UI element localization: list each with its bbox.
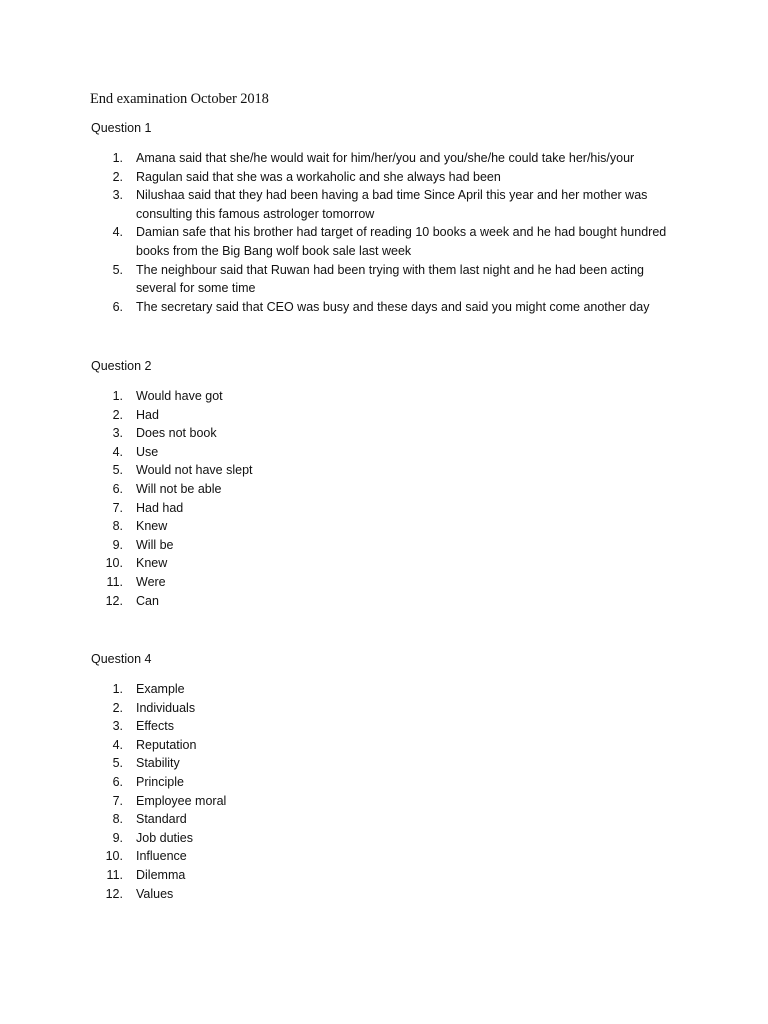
answer-number: 10. <box>105 849 123 864</box>
answer-text-line: books from the Big Bang wolf book sale last week <box>136 243 412 258</box>
answer-item <box>0 480 768 499</box>
answer-text <box>136 298 696 317</box>
answer-text-line: Principle <box>136 774 184 789</box>
answer-text-line: Damian safe that his brother had target of reading 10 books a week and he had bought hundred <box>136 225 667 240</box>
document-title: End examination October 2018 <box>90 91 269 107</box>
answer-item <box>0 461 768 480</box>
answer-number: 11. <box>106 867 123 882</box>
answer-text-line: Use <box>136 444 159 459</box>
answer-number: 6. <box>112 299 123 314</box>
answer-text <box>136 406 696 425</box>
answer-number: 2. <box>112 700 123 715</box>
answer-text-line: Would have got <box>136 389 223 403</box>
answer-item <box>0 866 768 885</box>
answer-text <box>136 554 696 573</box>
answer-number: 3. <box>112 426 123 441</box>
answer-text-line: Does not book <box>136 426 217 441</box>
question-2-answer-list <box>0 387 768 610</box>
answer-text <box>136 186 696 223</box>
answer-number: 4. <box>112 225 123 240</box>
answer-number: 7. <box>112 793 123 808</box>
answer-text-line: several for some time <box>136 281 256 296</box>
answer-text <box>136 810 696 829</box>
answer-number: 11. <box>106 574 123 589</box>
answer-item <box>0 536 768 555</box>
answer-item <box>0 573 768 592</box>
answer-item <box>0 592 768 611</box>
answer-text <box>136 680 696 699</box>
answer-text-line: Job duties <box>136 830 193 845</box>
answer-number: 12. <box>105 886 123 901</box>
answer-text <box>136 480 696 499</box>
answer-item <box>0 298 768 317</box>
answer-number: 4. <box>112 737 123 752</box>
question-2-heading: Question 2 <box>91 359 152 373</box>
answer-text-line: Will not be able <box>136 481 222 496</box>
answer-text <box>136 261 696 298</box>
answer-text-line: Example <box>136 682 185 696</box>
answer-item <box>0 406 768 425</box>
answer-text <box>136 792 696 811</box>
question-1-heading: Question 1 <box>91 121 152 135</box>
answer-text <box>136 885 696 904</box>
answer-text-line: Reputation <box>136 737 197 752</box>
answer-text <box>136 866 696 885</box>
answer-text <box>136 424 696 443</box>
answer-text <box>136 461 696 480</box>
answer-text-line: Ragulan said that she was a workaholic and she always had been <box>136 169 501 184</box>
answer-number: 5. <box>112 262 123 277</box>
answer-text <box>136 168 696 187</box>
answer-text <box>136 829 696 848</box>
answer-item <box>0 223 768 260</box>
answer-text-line: Individuals <box>136 700 196 715</box>
answer-text <box>136 773 696 792</box>
answer-number: 7. <box>112 500 123 515</box>
answer-item <box>0 717 768 736</box>
answer-number: 1. <box>112 151 123 165</box>
answer-number: 2. <box>112 169 123 184</box>
answer-text-line: Values <box>136 886 174 901</box>
answer-number: 4. <box>112 444 123 459</box>
answer-item <box>0 424 768 443</box>
answer-item <box>0 554 768 573</box>
answer-text-line: Amana said that she/he would wait for him/her/you and you/she/he could take her/his/your <box>136 151 635 165</box>
answer-text <box>136 699 696 718</box>
answer-number: 9. <box>112 830 123 845</box>
answer-number: 5. <box>112 756 123 771</box>
answer-item <box>0 699 768 718</box>
answer-number: 8. <box>112 519 123 534</box>
answer-text-line: Dilemma <box>136 867 186 882</box>
answer-item <box>0 517 768 536</box>
answer-text <box>136 592 696 611</box>
answer-number: 5. <box>112 463 123 478</box>
answer-text <box>136 847 696 866</box>
answer-item <box>0 680 768 699</box>
answer-number: 1. <box>112 682 123 696</box>
answer-text-line: consulting this famous astrologer tomorrow <box>136 206 375 221</box>
answer-text-line: Will be <box>136 537 174 552</box>
answer-text-line: Nilushaa said that they had been having a bad time Since April this year and her mother was <box>136 188 648 203</box>
answer-item <box>0 168 768 187</box>
answer-text <box>136 149 696 168</box>
answer-number: 12. <box>105 593 123 608</box>
answer-item <box>0 847 768 866</box>
answer-item <box>0 261 768 298</box>
answer-text-line: Knew <box>136 519 168 534</box>
answer-number: 8. <box>112 812 123 827</box>
answer-item <box>0 810 768 829</box>
answer-item <box>0 149 768 168</box>
question-4-heading: Question 4 <box>91 652 152 666</box>
question-1-answer-list <box>0 149 768 316</box>
answer-text <box>136 443 696 462</box>
answer-item <box>0 754 768 773</box>
answer-number: 10. <box>105 556 123 571</box>
answer-text <box>136 536 696 555</box>
answer-text <box>136 517 696 536</box>
answer-item <box>0 792 768 811</box>
answer-number: 6. <box>112 481 123 496</box>
answer-number: 3. <box>112 719 123 734</box>
answer-item <box>0 736 768 755</box>
answer-number: 1. <box>112 389 123 403</box>
answer-text-line: Effects <box>136 719 174 734</box>
answer-text-line: Were <box>136 574 166 589</box>
answer-item <box>0 387 768 406</box>
answer-item <box>0 499 768 518</box>
answer-text <box>136 573 696 592</box>
answer-item <box>0 443 768 462</box>
answer-text <box>136 717 696 736</box>
answer-text-line: Employee moral <box>136 793 227 808</box>
answer-text-line: Had had <box>136 500 184 515</box>
answer-text-line: Can <box>136 593 159 608</box>
answer-number: 3. <box>112 188 123 203</box>
answer-item <box>0 773 768 792</box>
answer-text-line: Influence <box>136 849 187 864</box>
answer-item <box>0 186 768 223</box>
answer-text <box>136 499 696 518</box>
answer-text-line: The neighbour said that Ruwan had been trying with them last night and he had been acting <box>136 262 644 277</box>
answer-number: 2. <box>112 407 123 422</box>
answer-text <box>136 223 696 260</box>
answer-item <box>0 885 768 904</box>
answer-text-line: Knew <box>136 556 168 571</box>
answer-text-line: Would not have slept <box>136 463 253 478</box>
answer-text <box>136 387 696 406</box>
answer-number: 9. <box>112 537 123 552</box>
answer-text-line: The secretary said that CEO was busy and these days and said you might come another day <box>136 299 650 314</box>
answer-text <box>136 736 696 755</box>
answer-text-line: Stability <box>136 756 180 771</box>
answer-item <box>0 829 768 848</box>
answer-text-line: Standard <box>136 812 187 827</box>
answer-text-line: Had <box>136 407 159 422</box>
question-4-answer-list <box>0 680 768 903</box>
answer-number: 6. <box>112 774 123 789</box>
answer-text <box>136 754 696 773</box>
